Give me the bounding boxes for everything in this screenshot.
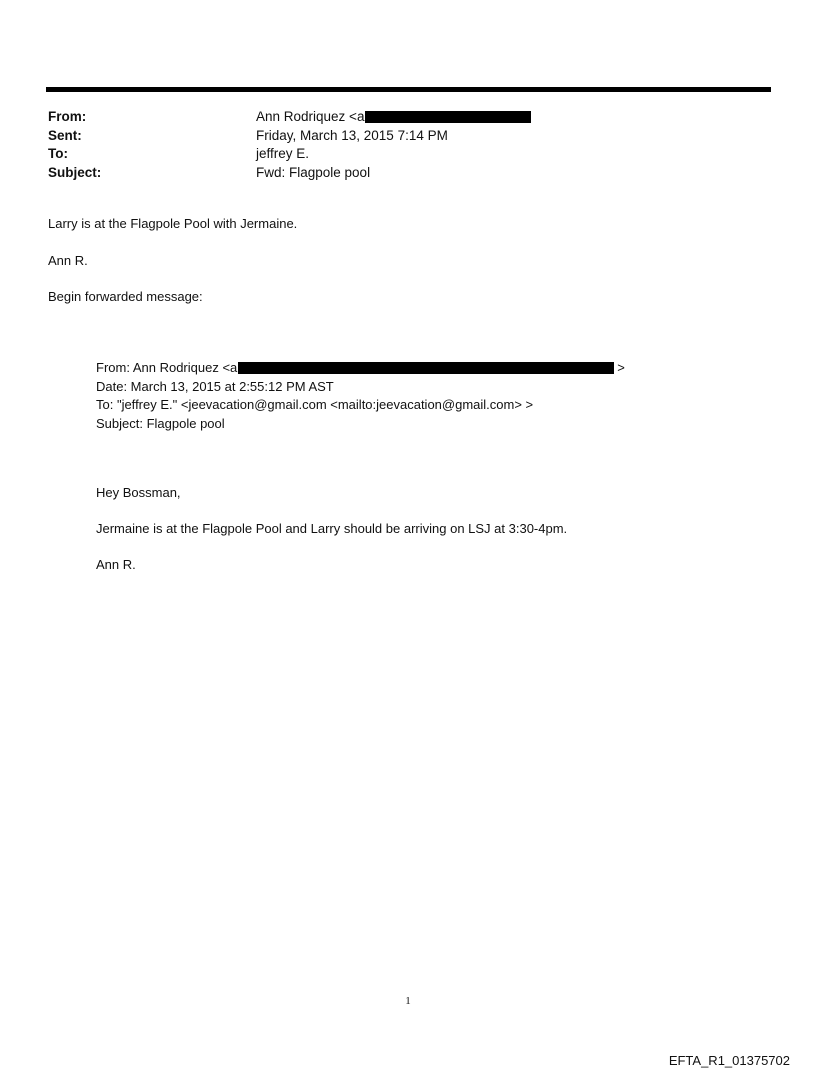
subject-label: Subject:: [48, 164, 102, 180]
redaction-bar: [238, 362, 614, 374]
fwd-message: Jermaine is at the Flagpole Pool and Larry should be arriving on LSJ at 3:30-4pm.: [96, 521, 568, 536]
sent-label: Sent:: [48, 127, 82, 143]
from-row: [48, 108, 768, 127]
subject-value: Fwd: Flagpole pool: [256, 164, 371, 180]
to-value: jeffrey E.: [256, 146, 310, 161]
header-rule: [46, 87, 771, 92]
sent-row: [48, 127, 768, 146]
email-header: [48, 108, 768, 182]
subject-row: [48, 164, 768, 183]
from-value: Ann Rodriquez <a: [256, 109, 365, 124]
body-signature: Ann R.: [48, 253, 88, 268]
fwd-from: From: Ann Rodriquez <a: [96, 360, 238, 375]
sent-value: Friday, March 13, 2015 7:14 PM: [256, 127, 448, 143]
from-label: From:: [48, 109, 87, 124]
from-value-wrap: [256, 108, 531, 127]
to-row: [48, 145, 768, 164]
fwd-date: Date: March 13, 2015 at 2:55:12 PM AST: [96, 378, 334, 394]
forward-intro: Begin forwarded message:: [48, 289, 203, 304]
fwd-greeting: Hey Bossman,: [96, 485, 181, 500]
fwd-to: To: "jeffrey E." <jeevacation@gmail.com <mailto:jeevacation@gmail.com> >: [96, 397, 534, 412]
redaction-bar: [365, 111, 531, 123]
fwd-from-row: [96, 359, 625, 378]
fwd-subject: Subject: Flagpole pool: [96, 415, 225, 431]
body-line: Larry is at the Flagpole Pool with Jermaine.: [48, 216, 298, 231]
fwd-from-end: >: [617, 360, 625, 375]
to-label: To:: [48, 146, 68, 161]
fwd-signature: Ann R.: [96, 557, 136, 572]
forwarded-header: [96, 359, 625, 433]
document-id: EFTA_R1_01375702: [668, 1053, 790, 1068]
page-number: 1: [405, 995, 411, 1007]
